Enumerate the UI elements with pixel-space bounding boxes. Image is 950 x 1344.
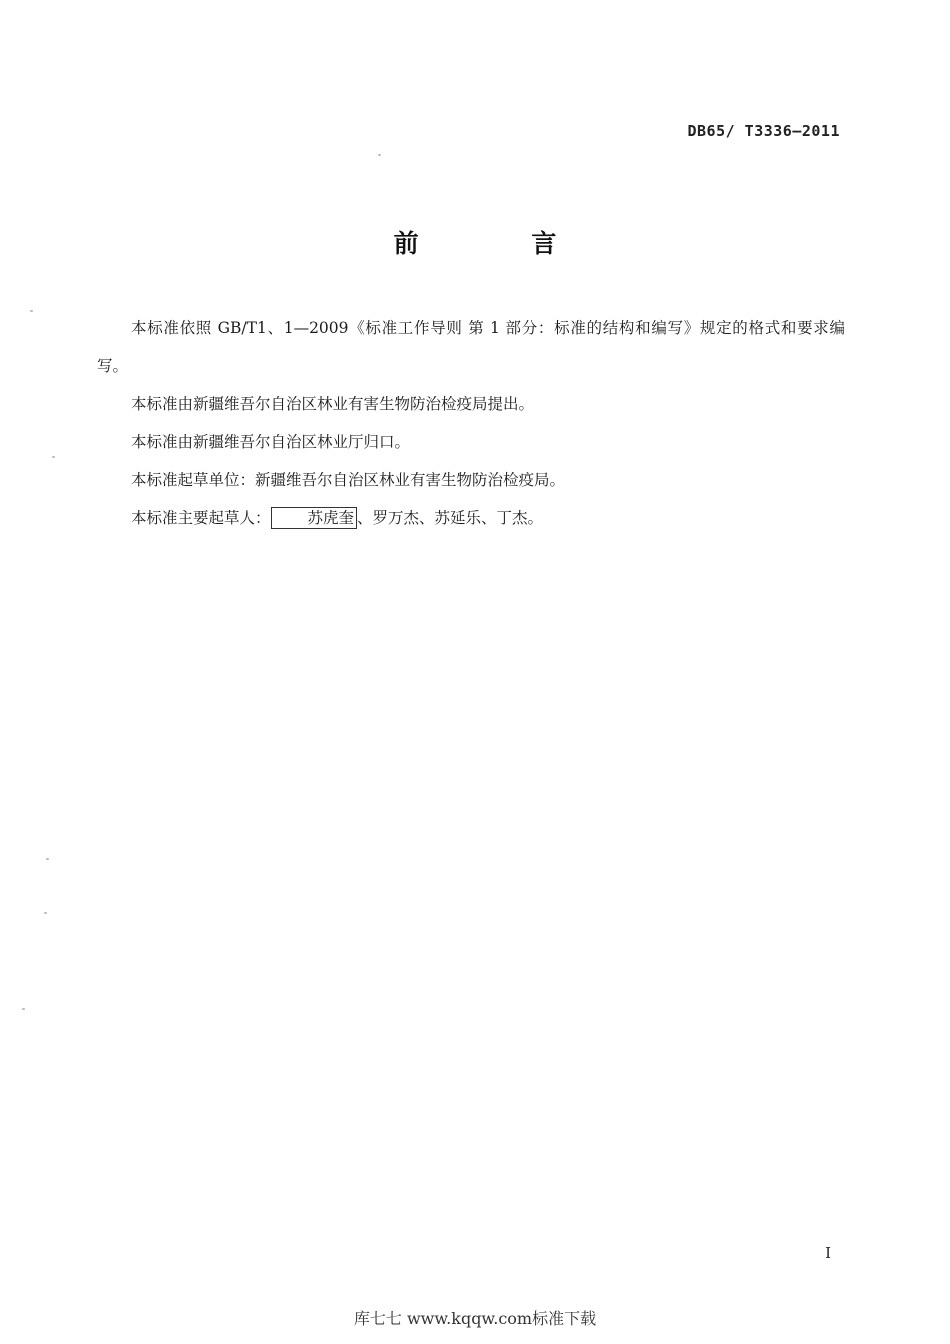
paragraph-drafting-basis: 本标准依照 GB/T1、1—2009《标准工作导则 第 1 部分：标准的结构和编写》规定的格式和要求编写。 [97,319,845,375]
scan-speck [44,912,47,914]
scan-speck [52,456,55,458]
boxed-drafter-name: 苏虎奎 [271,507,358,529]
paragraph-proposed-by: 本标准由新疆维吾尔自治区林业有害生物防治检疫局提出。 [131,395,535,413]
drafters-rest: 、罗万杰、苏延乐、丁杰。 [357,509,544,527]
page-number: I [825,1244,831,1262]
paragraph-managed-by: 本标准由新疆维吾尔自治区林业厅归口。 [131,433,411,451]
paragraph-main-drafters [97,499,845,537]
page-title: 前 言 [393,229,609,258]
paragraph-drafting-unit: 本标准起草单位：新疆维吾尔自治区林业有害生物防治检疫局。 [131,471,566,489]
scan-speck [378,154,381,156]
document-code: DB65/ T3336—2011 [687,122,840,140]
scan-speck [22,1008,25,1010]
foreword-body [97,309,845,537]
drafters-prefix: 本标准主要起草人： [131,509,271,527]
scan-speck [30,310,33,312]
scan-speck [46,858,49,860]
footer-watermark: 库七七 www.kqqw.com标准下载 [353,1309,597,1328]
